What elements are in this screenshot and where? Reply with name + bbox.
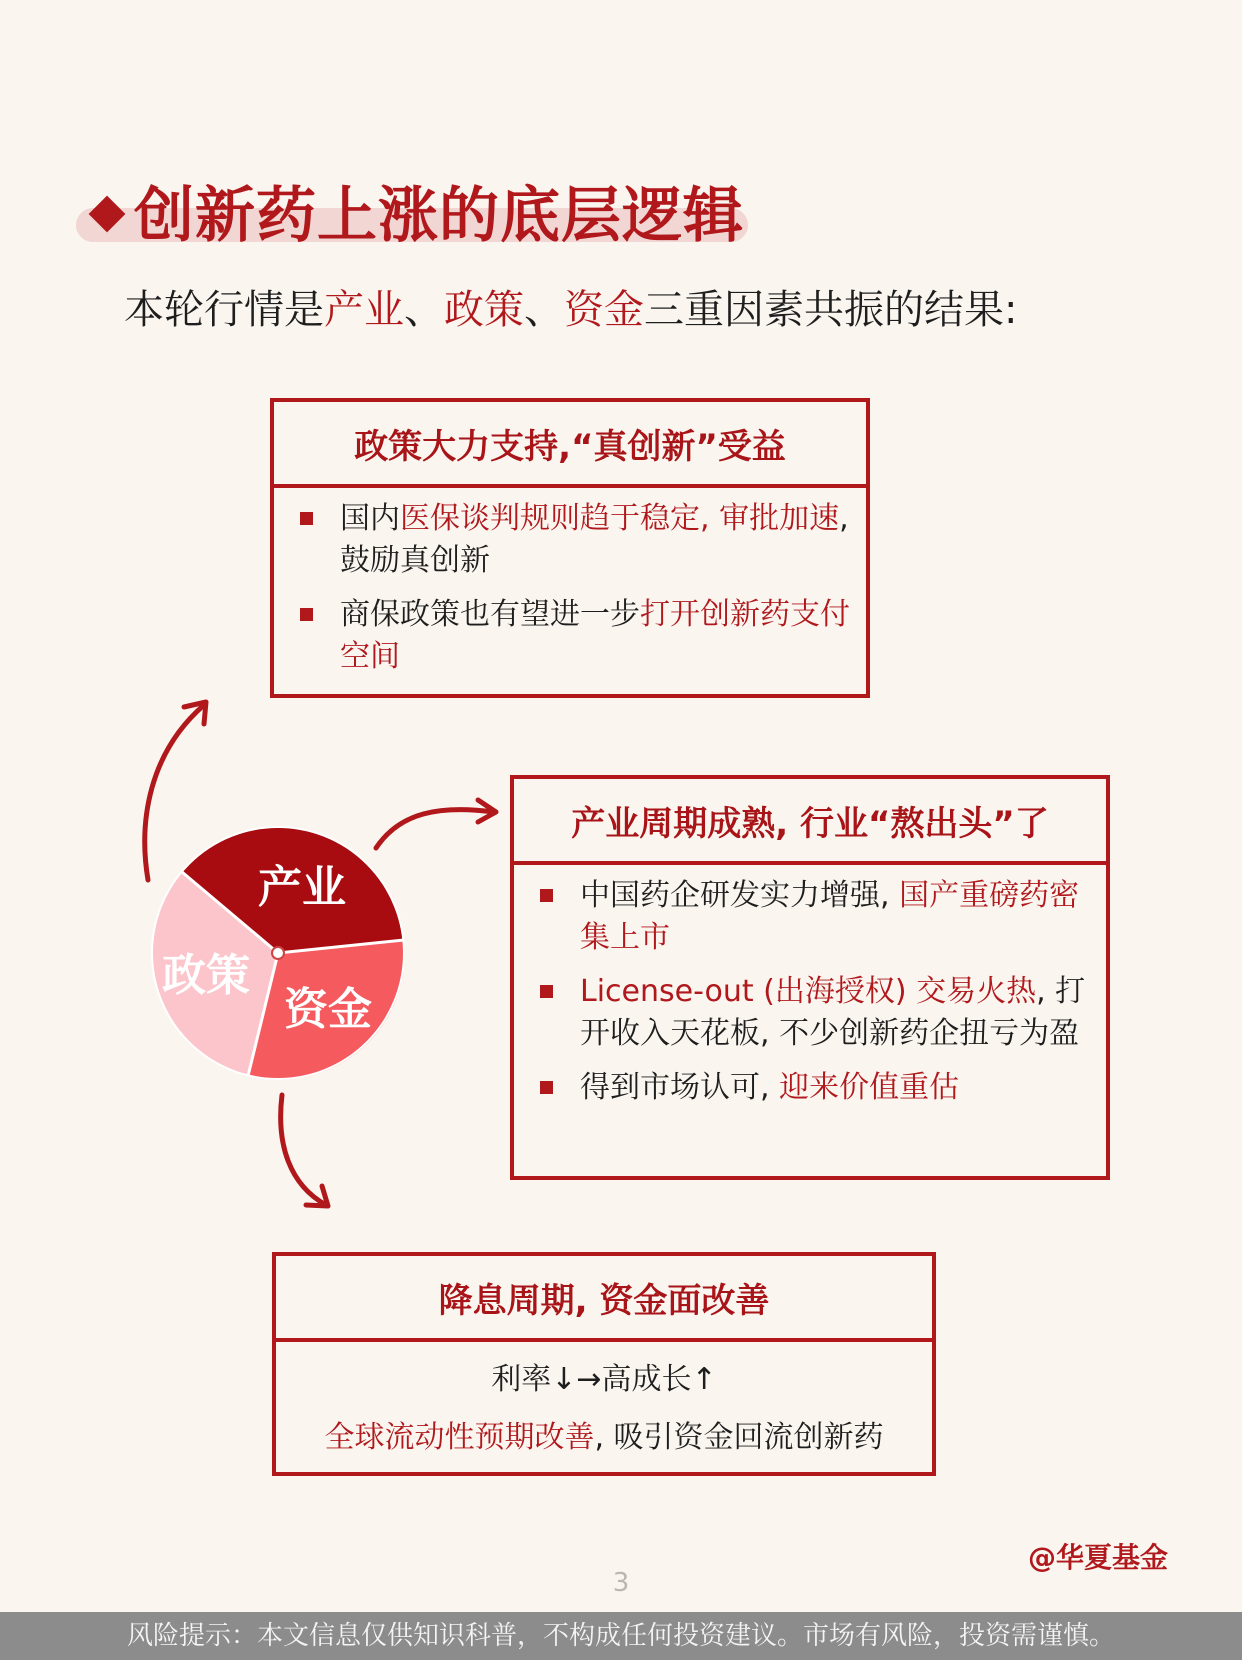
subtitle: 本轮行情是产业、政策、资金三重因素共振的结果: [124,287,1018,333]
pie-chart [152,827,405,1080]
pie-label-industry: 产业 [258,862,346,913]
industry-box [510,775,1110,1180]
pie-label-capital: 资金 [284,984,372,1035]
risk-disclaimer-footer: 风险提示：本文信息仅供知识科普，不构成任何投资建议。市场有风险，投资需谨慎。 [0,1612,1242,1660]
brand-watermark: @华夏基金 [1027,1541,1168,1574]
square-bullet-icon [540,889,553,902]
arrow-to-capital-icon [281,1095,326,1205]
page-title: 创新药上涨的底层逻辑 [76,168,744,254]
list-item: 商保政策也有望进一步打开创新药支付空间 [300,594,854,678]
policy-box-heading: 政策大力支持,“真创新”受益 [274,402,866,488]
square-bullet-icon [540,985,553,998]
list-item: License-out (出海授权) 交易火热, 打开收入天花板, 不少创新药企扭亏为盈 [540,971,1094,1055]
policy-box [270,398,870,698]
square-bullet-icon [540,1081,553,1094]
page-number: 3 [612,1568,630,1598]
capital-box-heading: 降息周期, 资金面改善 [276,1256,932,1342]
square-bullet-icon [300,608,313,621]
pie-center-dot-icon [272,947,284,959]
capital-box [272,1252,936,1476]
list-item: 国内医保谈判规则趋于稳定, 审批加速, 鼓励真创新 [300,498,854,582]
list-item: 中国药企研发实力增强, 国产重磅药密集上市 [540,875,1094,959]
arrow-to-policy-icon [145,705,204,880]
list-item: 得到市场认可, 迎来价值重估 [540,1067,1094,1109]
capital-line-1: 利率↓→高成长↑ [491,1362,717,1397]
capital-line-2: 全球流动性预期改善, 吸引资金回流创新药 [324,1420,884,1455]
industry-box-heading: 产业周期成熟, 行业“熬出头”了 [514,779,1106,865]
square-bullet-icon [300,512,313,525]
arrow-to-industry-icon [376,810,494,848]
pie-label-policy: 政策 [162,950,250,1001]
